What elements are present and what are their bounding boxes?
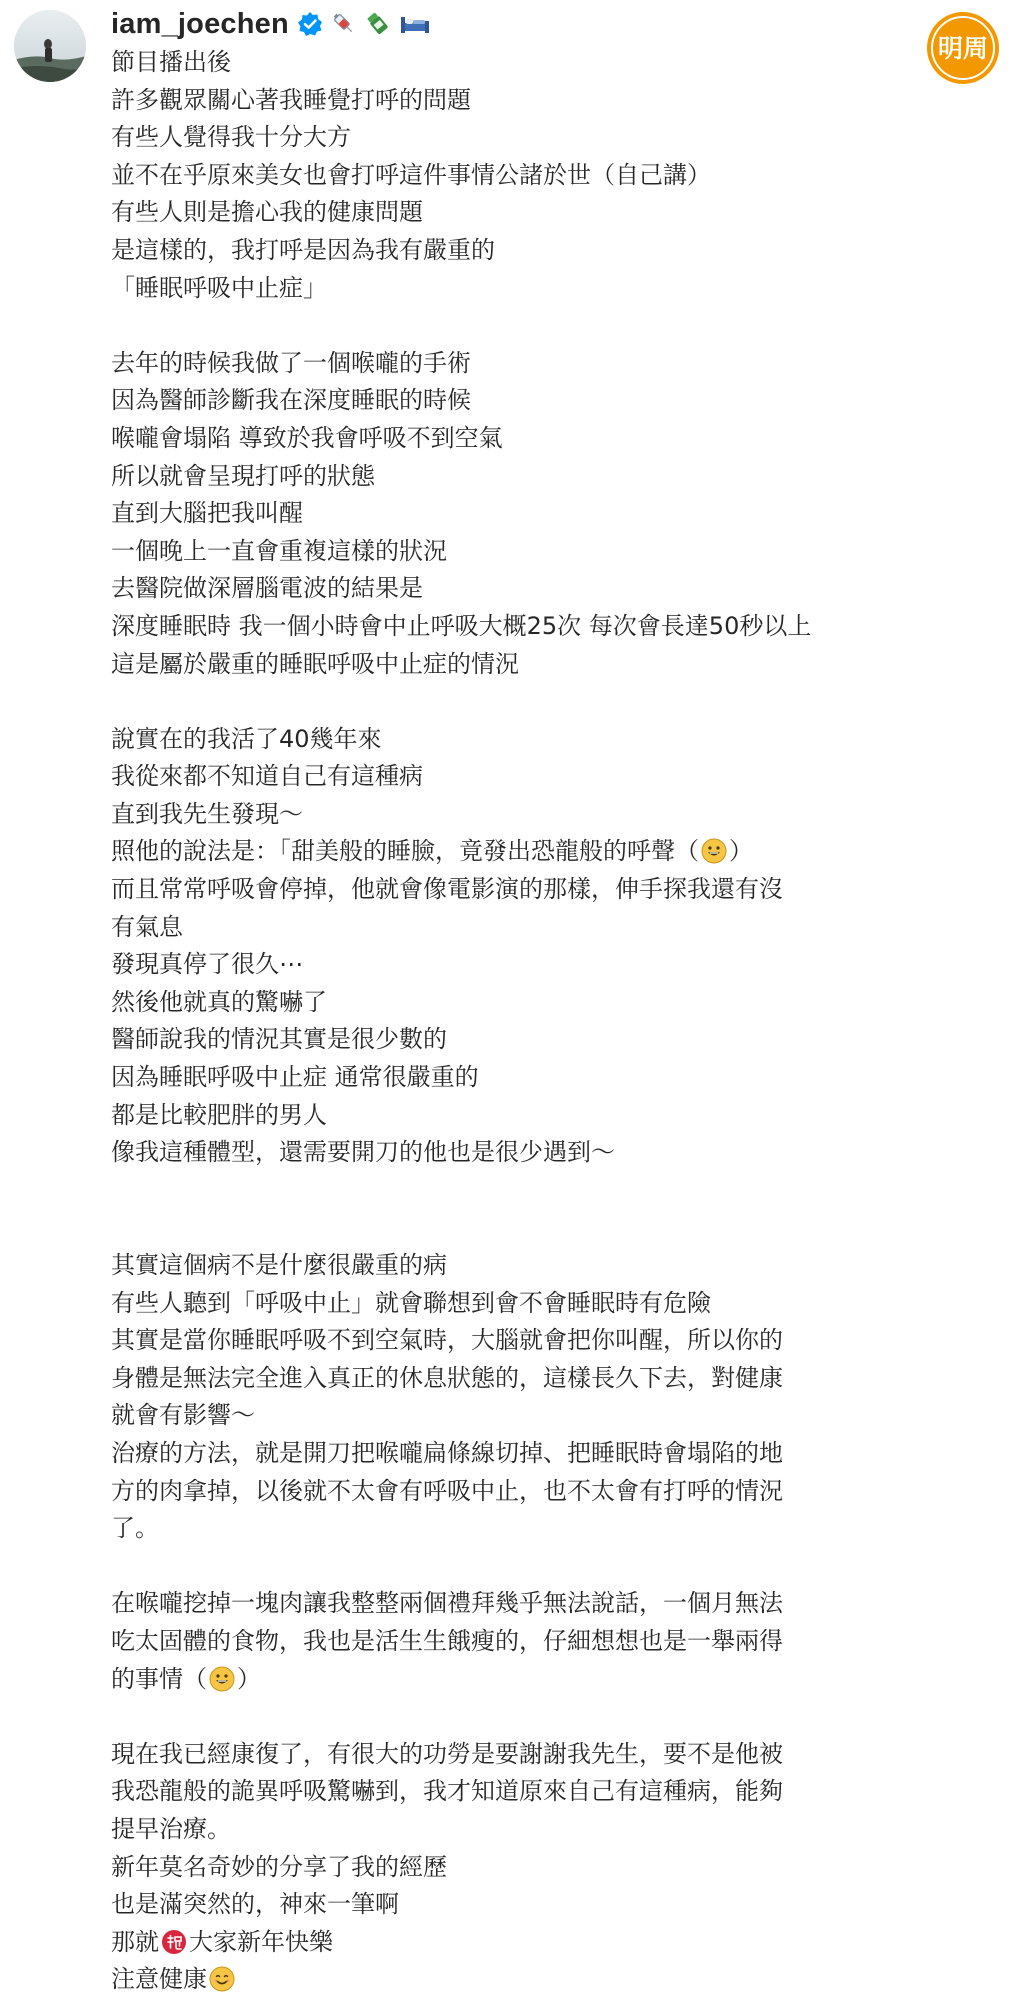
caption-line: 是這樣的，我打呼是因為我有嚴重的 [111,235,495,264]
caption-line: 都是比較肥胖的男人 [111,1100,327,1129]
caption-line: 節目播出後 [111,48,231,76]
post-header [111,4,431,44]
caption-line: 許多觀眾關心著我睡覺打呼的問題 [111,85,471,114]
caption-text: 大家新年快樂 [189,1927,333,1956]
smiling-face-icon [209,1966,235,2004]
caption-line: 新年莫名奇妙的分享了我的經歷 [111,1852,447,1881]
caption-line: 說實在的我活了40幾年來 [111,724,382,753]
caption-line: 其實這個病不是什麼很嚴重的病 [111,1251,447,1279]
caption-line: 這是屬於嚴重的睡眠呼吸中止症的情況 [111,649,519,678]
caption-line: 一個晚上一直會重複這樣的狀況 [111,536,447,565]
caption-line-with-emoji [111,1924,941,1962]
caption-line: 發現真停了很久⋯ [111,950,303,979]
caption-line: 有些人聽到「呼吸中止」就會聯想到會不會睡眠時有危險 [111,1288,711,1317]
caption-line: 深度睡眠時 我一個小時會中止呼吸大概25次 每次會長達50秒以上 [111,611,812,640]
avatar-image [14,10,86,82]
caption-line: 去醫院做深層腦電波的結果是 [111,574,423,603]
medicine-bottle-icon [365,11,391,37]
username-link[interactable]: iam_joechen [111,7,289,40]
avatar[interactable] [14,10,86,82]
caption-line: 就會有影響～ [111,1401,255,1430]
caption-text: ） [237,1664,261,1693]
brand-logo-text: 明周 [937,34,989,63]
verified-badge-icon [297,11,323,37]
caption-line: 因為睡眠呼吸中止症 通常很嚴重的 [111,1063,479,1092]
caption-line-with-emoji [111,1961,941,1999]
caption-line: 在喉嚨挖掉一塊肉讓我整整兩個禮拜幾乎無法說話，一個月無法 [111,1589,783,1618]
caption-line: 醫師說我的情況其實是很少數的 [111,1025,447,1054]
caption-blank-line [111,683,941,721]
caption-text: 的事情（ [111,1664,207,1693]
caption-blank-line [111,307,941,345]
post-caption [111,44,941,1999]
caption-blank-line [111,1209,941,1247]
caption-line: 也是滿突然的，神來一筆啊 [111,1890,399,1919]
caption-text: 那就 [111,1927,159,1956]
caption-line: 提早治療。 [111,1814,231,1843]
caption-line: 「睡眠呼吸中止症」 [111,273,327,302]
caption-line: 並不在乎原來美女也會打呼這件事情公諸於世（自己講） [111,160,711,189]
caption-line: 而且常常呼吸會停掉，他就會像電影演的那樣，伸手探我還有沒 [111,875,783,904]
grinning-face-icon [209,1666,235,1704]
caption-line: 直到我先生發現～ [111,799,303,828]
caption-line: 有些人覺得我十分大方 [111,123,351,152]
caption-line: 像我這種體型，還需要開刀的他也是很少遇到～ [111,1138,615,1167]
syringe-icon [331,11,357,37]
caption-line: 有氣息 [111,912,183,941]
caption-line: 了。 [111,1514,159,1543]
caption-line-with-emoji [111,833,941,871]
caption-line: 所以就會呈現打呼的狀態 [111,461,375,490]
caption-line: 有些人則是擔心我的健康問題 [111,198,423,227]
caption-line: 治療的方法，就是開刀把喉嚨扁條線切掉、把睡眠時會塌陷的地 [111,1438,783,1467]
caption-line: 方的肉拿掉，以後就不太會有呼吸中止，也不太會有打呼的情況 [111,1476,783,1505]
caption-line: 吃太固體的食物，我也是活生生餓瘦的，仔細想想也是一舉兩得 [111,1626,783,1655]
caption-line-with-emoji [111,1661,941,1699]
caption-text: 注意健康 [111,1965,207,1994]
caption-line: 去年的時候我做了一個喉嚨的手術 [111,348,471,377]
caption-line: 因為醫師診斷我在深度睡眠的時候 [111,386,471,415]
caption-line: 我恐龍般的詭異呼吸驚嚇到，我才知道原來自己有這種病，能夠 [111,1777,783,1806]
caption-blank-line [111,1548,941,1586]
bed-icon [399,11,431,37]
caption-blank-line [111,1698,941,1736]
caption-blank-line [111,1172,941,1210]
caption-line: 喉嚨會塌陷 導致於我會呼吸不到空氣 [111,423,503,452]
caption-line: 然後他就真的驚嚇了 [111,987,327,1016]
caption-line: 我從來都不知道自己有這種病 [111,762,423,791]
caption-text: 照他的說法是：「甜美般的睡臉，竟發出恐龍般的呼聲（ [111,837,699,866]
caption-line: 現在我已經康復了，有很大的功勞是要謝謝我先生，要不是他被 [111,1739,783,1768]
caption-line: 其實是當你睡眠呼吸不到空氣時，大腦就會把你叫醒，所以你的 [111,1326,783,1355]
caption-line: 直到大腦把我叫醒 [111,499,303,528]
caption-line: 身體是無法完全進入真正的休息狀態的，這樣長久下去，對健康 [111,1363,783,1392]
caption-text: ） [729,837,753,866]
